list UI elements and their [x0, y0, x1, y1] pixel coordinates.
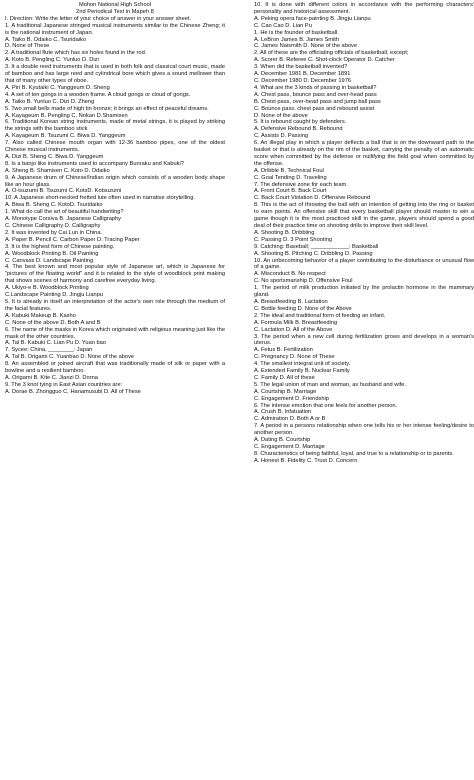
exam-line: 10. A Japanese short-necked fretted lute often used in narrative storytelling. — [5, 195, 196, 202]
exam-line: 5. It is rebound caught by defenders. — [254, 119, 347, 126]
exam-line: A. Peking opera face-painting B. Jingju Lianpu — [254, 15, 371, 22]
exam-line: 7. A period in a persons relationship when one tells his or her intense feeling/desire to another person. — [254, 423, 474, 437]
exam-line: A. Shooting B. Pitching C. Dribbling D. Passing — [254, 250, 373, 257]
exam-line: 3. It is the highest form of Chinese painting. — [5, 243, 115, 250]
exam-line: 5. Two small bells made of high tin bronze; it brings an effect of peaceful dreams. — [5, 105, 209, 112]
exam-line: C. Canvass D. Landscape Painting — [5, 257, 94, 264]
exam-line: A. Dribble B. Technical Foul — [254, 167, 324, 174]
exam-line: A. Crush B. Infatuation — [254, 409, 312, 416]
exam-line: A. Monotype Corsiva B. Japanese Calligraphy — [5, 216, 122, 223]
exam-line: A. Fetus B. Fertilization — [254, 347, 313, 354]
exam-line: C. Engagement D. Marriage — [254, 444, 325, 450]
exam-line: A. Kayageum B. Pengling C. Nokan D.Shamisen — [5, 112, 128, 119]
exam-title-text: 2nd Periodical Test in Mapeh 8 — [76, 8, 154, 15]
exam-line: 3. It a double reed instruments that is used in both folk and classical court music, made of bamboo and has large reed and cylindrical bore which gives a sound mellower than that of many other types of oboe. — [5, 64, 225, 84]
exam-line: A. Kayageum B. Tsuzumi C. Biwa D. Yanggeum — [5, 133, 126, 140]
exam-line: C. Chinese Calligraphy D. Calligraphy — [5, 223, 101, 229]
exam-line: 1. A traditional Japanese stringed musical instruments similar to the Chinese Zheng; it is the national instrument of Japan. — [5, 22, 225, 36]
exam-line: 2. The ideal and traditional form of feeding an infant. — [254, 312, 386, 319]
exam-line: A. Honest B. Fidelity C. Trust D. Concern — [254, 457, 358, 464]
exam-line: 1. The period of milk production initiated by the prolactin hormone in the mammary gland. — [254, 285, 474, 299]
exam-line: 8. This is the act of throwing the ball with an intention of getting into the ring or basket to earn points. An offensive skill that every basketball player should master to win a game though it is the most practiced skill in the game, players should spend a good deal of their practice time on shooting drills to improve their skill level. — [254, 202, 474, 229]
exam-line: 4. The smallest integral unit of society. — [254, 361, 351, 368]
exam-line: 10. An unbecoming behavior of a player contributing to the disturbance or unusual flow of a game. — [254, 257, 474, 271]
exam-line: B. Chest pass, over-head pass and jump ball pass — [254, 98, 381, 105]
exam-line: 6. Traditional Korean string instruments, made of metal strings, it is played by striking the strings with the bamboo stick — [5, 119, 225, 133]
left-column — [5, 2, 225, 396]
exam-line: 2. It was invented by Cai Lun in China. — [5, 229, 103, 236]
exam-line: 6. The name of the masks in Korea which originated with religious meaning just like the mask of the other countries. — [5, 326, 225, 340]
exam-line: A. Woodblock Printing B. Oil Painting — [5, 250, 99, 257]
exam-line: 7. Sycee: China, ________: Japan — [5, 347, 93, 354]
exam-line: 10. It is done with different colors in accordance with the performing characters' personality and historical assessment. — [254, 2, 474, 15]
exam-line: 2. All of these are the officiating officials of basketball, except; — [254, 50, 409, 57]
exam-line: A. Tal B. Kabuki C. Lian Pu D. Yuan bao — [5, 340, 106, 347]
exam-line: A. Sheng B. Shamisen C. Koto D. Odaiko — [5, 167, 110, 174]
exam-line: D. None of These — [5, 43, 50, 50]
exam-line: 1. What do call the art of beautiful handwriting? — [5, 209, 124, 216]
exam-line: A. Courtship B. Marriage — [254, 388, 317, 395]
exam-line: A. Front Court B. Back Court — [254, 188, 327, 195]
exam-line: 6. An illegal play in which a player deflects a ball that is on the downward path to the basket or that is already on the rim of the basket, carrying the penalty of an automatic score when committed by the defense or nullifying the field goal when committed by the offense. — [254, 140, 474, 167]
exam-line: I. Direction: Write the letter of your choice of answer in your answer sheet. — [5, 15, 192, 22]
exam-line: A. O-tsuzumi B. Tsuzumi C. KotsD. Kotsuzumi — [5, 188, 122, 195]
exam-line: A. Shooting B. Dribbling — [254, 229, 315, 236]
exam-line: 2. A traditional flute which has six holes found in the rod. — [5, 50, 147, 57]
exam-line: A. LeBron James B. James Smith — [254, 36, 340, 43]
exam-line: A. Formula Milk B. Breastfeeding — [254, 319, 338, 326]
exam-line: 7. Also called Chinese mouth organ with 12-36 bamboo pipes, one of the oldest Chinese musical instruments. — [5, 140, 225, 154]
exam-line: A. Breastfeeding B. Lactation — [254, 298, 328, 305]
exam-line: 9. Catching: Baseball; ____________: Basketball — [254, 243, 379, 250]
exam-line: A. Misconduct B. No respect — [254, 271, 326, 278]
exam-line: A. Origami B. Kite C. Jianzi D. Dorna — [5, 374, 98, 381]
exam-line: A. Defensive Rebound B. Rebound — [254, 126, 343, 133]
right-question-list — [254, 2, 474, 465]
exam-line: C. Back Court Violation D. Offensive Rebound — [254, 195, 371, 202]
exam-line: C. December 1980 D. December 1976 — [254, 77, 352, 84]
exam-line: 4. What are the 3 kinds of passing in basketball? — [254, 84, 377, 91]
exam-line: C. Goal Tending D. Traveling — [254, 174, 327, 181]
exam-line: 8. Characteristics of being faithful, loyal, and true to a relationship or to parents. — [254, 450, 454, 457]
exam-line: A. Dorae B. Zhongguo C. Hanamusubi D. All of These — [5, 388, 141, 395]
exam-line: C.Landscape Painting D. Jingju Lianpu — [5, 292, 104, 299]
exam-line: A. Paper B. Pencil C. Carbon Paper D. Tracing Paper — [5, 236, 140, 243]
exam-line: 3. When did the basketball invented? — [254, 64, 348, 71]
left-question-list — [5, 16, 225, 396]
exam-line: A. Koto B. Pengling C. Yunluo D. Dizi — [5, 57, 99, 64]
exam-line: 6. The intense emotion that one feels for another person. — [254, 402, 398, 409]
exam-line: A. Taiko B. Odaiko C. Tsuridaiko — [5, 36, 87, 43]
exam-line: C. Assists D. Passing — [254, 133, 309, 140]
exam-line: 4. The best known and most popular style of Japanese art, which is Japanese for "pictures of the floating world" and it is related to the style of woodblock print making that shows scenes of harmony and carefree everyday living. — [5, 264, 225, 285]
exam-line: A. Scorer B. Referee C. Shot-clock Operator D. Catcher — [254, 57, 395, 64]
exam-line: 5. The legal union of man and woman, as husband and wife. — [254, 381, 406, 388]
exam-line: A. December 1981 B. December 1891 — [254, 71, 351, 78]
exam-line: C. James Naismith D. None of the above — [254, 43, 358, 50]
exam-line: C. Engagement D. Friendship — [254, 395, 329, 402]
right-column — [254, 2, 474, 465]
exam-line: A. Taiko B. Yunluo C. Dizi D. Zheng — [5, 98, 95, 105]
exam-line: C. Admiration D. Both A or B — [254, 416, 326, 423]
exam-line: A. Extended Family B. Nuclear Family — [254, 368, 350, 375]
exam-line: 9. The 3 knot tying in East Asian countries are: — [5, 381, 123, 388]
exam-line: A. Biwa B. Sheng C. KotoD. Tsuridaiko — [5, 202, 103, 209]
exam-title — [5, 9, 225, 16]
exam-line: 1. He is the founder of basketball. — [254, 29, 339, 36]
exam-line: 5. It is already in itself an interpretation of the actor's own role through the medium of the facial features. — [5, 298, 225, 312]
exam-line: A. Ukiyo-e B. Woodblock Printing — [5, 285, 89, 292]
exam-line: A. Chest pass, bounce pass and over-head pass — [254, 91, 377, 98]
exam-line: D. None of the above — [254, 112, 308, 119]
exam-line: 4. A set of ten gongs in a wooden frame. A cloud gongs or cloud of gongs. — [5, 91, 191, 98]
exam-line: 7. The defensive zone for each team. — [254, 181, 348, 188]
exam-line: A. Kabuki Makeup B. Kasho — [5, 312, 76, 319]
exam-line: 9. A Japanese drum of Chinese/Indian origin which consists of a wooden body shape like an hour glass. — [5, 174, 225, 188]
exam-line: 8. Is a banjo like instruments used to accompany Bunraku and Kabuki? — [5, 160, 184, 167]
exam-line: C. Lactation D. All of the Above — [254, 326, 333, 333]
exam-line: 8. An assembled or joined aircraft that was traditionally made of silk or paper with a bowline and a resilient bamboo. — [5, 361, 225, 375]
exam-line: C. None of the above D. Both A and B — [5, 319, 101, 326]
school-name: Mohon National High School — [78, 2, 152, 8]
exam-line: A. Dating B. Courtship — [254, 437, 311, 444]
exam-line: A. Piri B. Kyutaiki C. Yanggeum D. Sheng — [5, 84, 110, 91]
exam-line: C. No sportsmanship D. Offensive Foul — [254, 278, 353, 285]
exam-line: C. Family D. All of these — [254, 374, 315, 381]
exam-line: C. Passing D. 3 Point Shooting — [254, 236, 333, 243]
exam-line: C. Cao Cao D. Lian Pu — [254, 22, 312, 29]
exam-line: 3. The period when a new cell during fertilization grows and develops in a woman's uterus. — [254, 333, 474, 347]
exam-line: C. Bounce pass, chest pass and rebound assist — [254, 105, 375, 112]
exam-line: C. Bottle feeding D. None of the Above — [254, 305, 352, 312]
exam-line: A. Tal B. Origami C. Yuanbao D. None of the above — [5, 354, 135, 361]
exam-line: C. Pregnancy D. None of These — [254, 354, 335, 361]
exam-line: A. Dizi B. Sheng C. Biwa D. Yanggeum — [5, 153, 104, 160]
